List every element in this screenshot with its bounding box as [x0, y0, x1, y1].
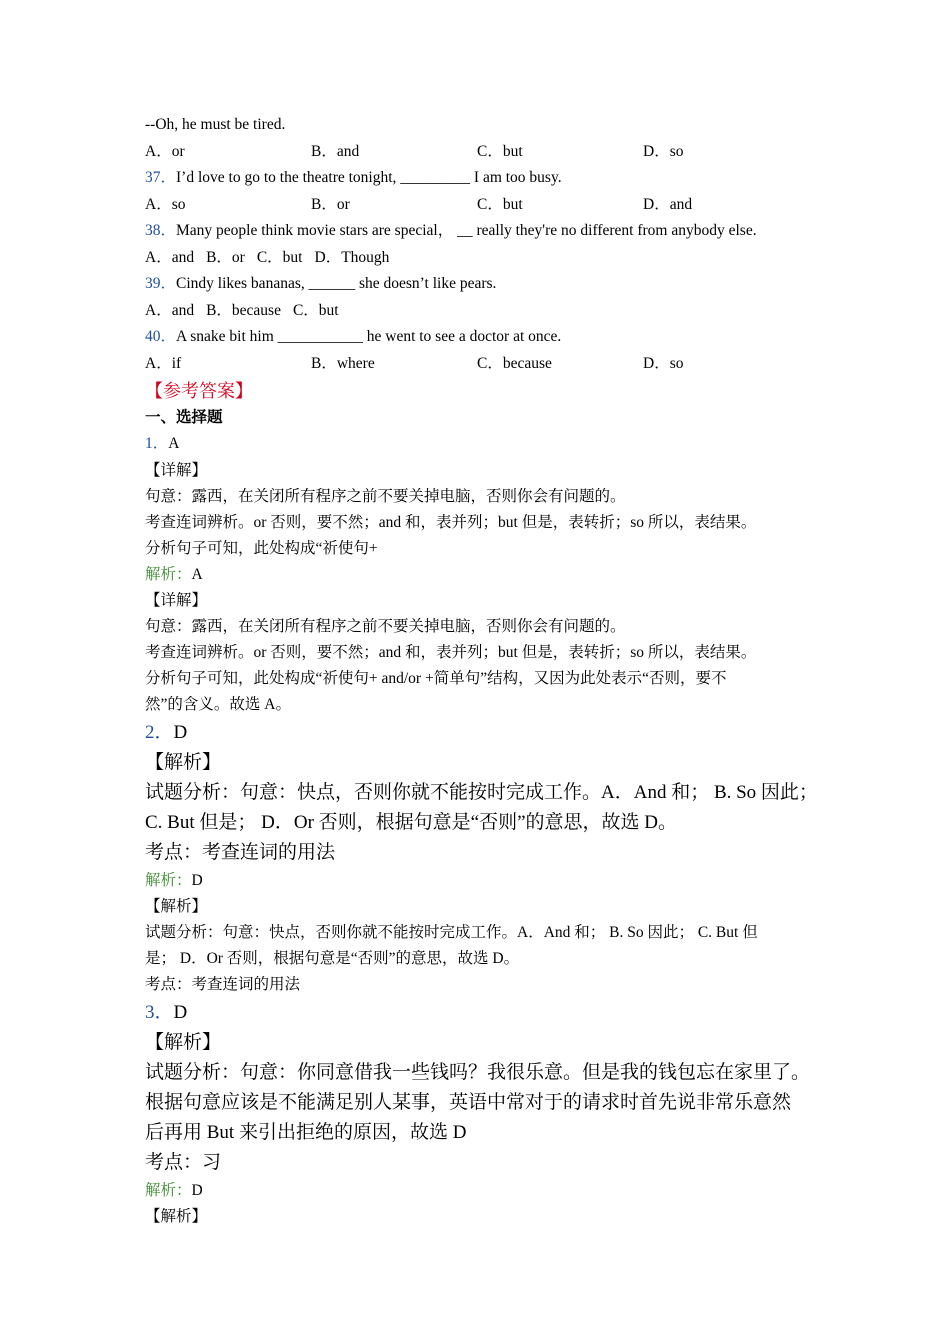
jiexi-label: 解析： — [145, 1181, 192, 1199]
answer-2 — [145, 718, 825, 748]
section-title: 一、选择题 — [145, 409, 223, 426]
analysis-full: 分析句子可知，此处构成“祈使句+ and/or +简单句”结构，又因为此处表示“否则，要不 — [145, 669, 727, 687]
question-number: 39． — [145, 275, 177, 292]
option: B．or — [206, 248, 245, 266]
jiexi-answer: A — [191, 565, 203, 583]
q37-options — [145, 192, 825, 219]
answer-number: 3． — [145, 1001, 174, 1023]
analysis-partial: 分析句子可知，此处构成“祈使句+ — [145, 539, 378, 557]
jiexi-label: 解析： — [145, 871, 192, 889]
q39-options — [145, 298, 825, 325]
option: A．if — [145, 354, 182, 372]
kaodian: 考点：习 — [145, 1151, 222, 1173]
answer-3 — [145, 998, 825, 1028]
option: A．and — [145, 301, 195, 319]
question-number: 37． — [145, 169, 177, 186]
option: B．and — [311, 142, 360, 160]
analysis-text-cont: 根据句意应该是不能满足别人某事，英语中常对于的请求时首先说非常乐意然 — [145, 1091, 792, 1113]
sentence-meaning: 句意：露西，在关闭所有程序之前不要关掉电脑，否则你会有问题的。 — [145, 487, 626, 505]
option: D．so — [643, 142, 684, 160]
analysis-label: 【解析】 — [145, 1207, 208, 1225]
analysis-text-cont: C. But 但是； D．Or 否则，根据句意是“否则”的意思，故选 D。 — [145, 811, 677, 833]
analysis-label: 【解析】 — [145, 751, 222, 773]
kaodian: 考点：考查连词的用法 — [145, 975, 301, 993]
analysis-full-cont: 然”的含义。故选 A。 — [145, 695, 291, 713]
jiexi-line — [145, 1178, 825, 1204]
question-38 — [145, 218, 825, 245]
answer-number: 1． — [145, 435, 169, 452]
answer-value: D — [173, 721, 188, 743]
option: C．because — [477, 354, 552, 372]
sentence-meaning: 句意：露西，在关闭所有程序之前不要关掉电脑，否则你会有问题的。 — [145, 617, 626, 635]
q38-options — [145, 245, 825, 272]
option: C．but — [256, 248, 303, 266]
analysis-text-cont: 后再用 But 来引出拒绝的原因，故选 D — [145, 1121, 467, 1143]
question-39 — [145, 271, 825, 298]
analysis-text: 考查连词辨析。or 否则，要不然；and 和，表并列；but 但是，表转折；so 所以，表结果。 — [145, 513, 757, 531]
jiexi-answer: D — [191, 1181, 203, 1199]
question-text: Many people think movie stars are special， __ really they're no different from anybody else. — [176, 222, 757, 239]
analysis-label: 【解析】 — [145, 897, 208, 915]
answer-value: A — [168, 435, 180, 452]
answer-1 — [145, 431, 825, 458]
question-text: I’d love to go to the theatre tonight, _________ I am too busy. — [176, 169, 562, 186]
option: C．but — [292, 301, 339, 319]
question-text: Cindy likes bananas, ______ she doesn’t like pears. — [176, 275, 497, 292]
analysis-text: 试题分析：句意：快点，否则你就不能按时完成工作。A．And 和； B. So 因此； — [145, 781, 818, 803]
analysis-text-cont: 是； D．Or 否则，根据句意是“否则”的意思，故选 D。 — [145, 949, 520, 967]
option: A．so — [145, 195, 186, 213]
analysis-text: 试题分析：句意：快点，否则你就不能按时完成工作。A．And 和； B. So 因此； C. But 但 — [145, 923, 758, 941]
analysis-text: 考查连词辨析。or 否则，要不然；and 和，表并列；but 但是，表转折；so 所以，表结果。 — [145, 643, 757, 661]
jiexi-line — [145, 562, 825, 588]
jiexi-answer: D — [191, 871, 203, 889]
option: D．and — [643, 195, 693, 213]
analysis-label: 【解析】 — [145, 1031, 222, 1053]
q36-options — [145, 139, 825, 166]
dialog-line: --Oh, he must be tired. — [145, 116, 286, 133]
option: C．but — [477, 142, 523, 160]
kaodian: 考点：考查连词的用法 — [145, 841, 336, 863]
option: C．but — [477, 195, 523, 213]
question-number: 40． — [145, 328, 177, 345]
answer-value: D — [173, 1001, 188, 1023]
option: B．where — [311, 354, 375, 372]
answer-heading: 【参考答案】 — [145, 381, 253, 401]
question-40 — [145, 324, 825, 351]
option: D．so — [643, 354, 684, 372]
jiexi-label: 解析： — [145, 565, 192, 583]
page-content — [145, 112, 825, 1230]
option: D．Though — [314, 248, 390, 266]
jiexi-line — [145, 868, 825, 894]
q40-options — [145, 351, 825, 378]
analysis-text: 试题分析：句意：你同意借我一些钱吗？我很乐意。但是我的钱包忘在家里了。 — [145, 1061, 811, 1083]
question-number: 38． — [145, 222, 177, 239]
detail-label: 【详解】 — [145, 591, 208, 609]
answer-number: 2． — [145, 721, 174, 743]
option: A．and — [145, 248, 195, 266]
question-text: A snake bit him ___________ he went to see a doctor at once. — [176, 328, 562, 345]
option: B．because — [206, 301, 281, 319]
question-37 — [145, 165, 825, 192]
detail-label: 【详解】 — [145, 461, 208, 479]
option: B．or — [311, 195, 350, 213]
option: A．or — [145, 142, 185, 160]
